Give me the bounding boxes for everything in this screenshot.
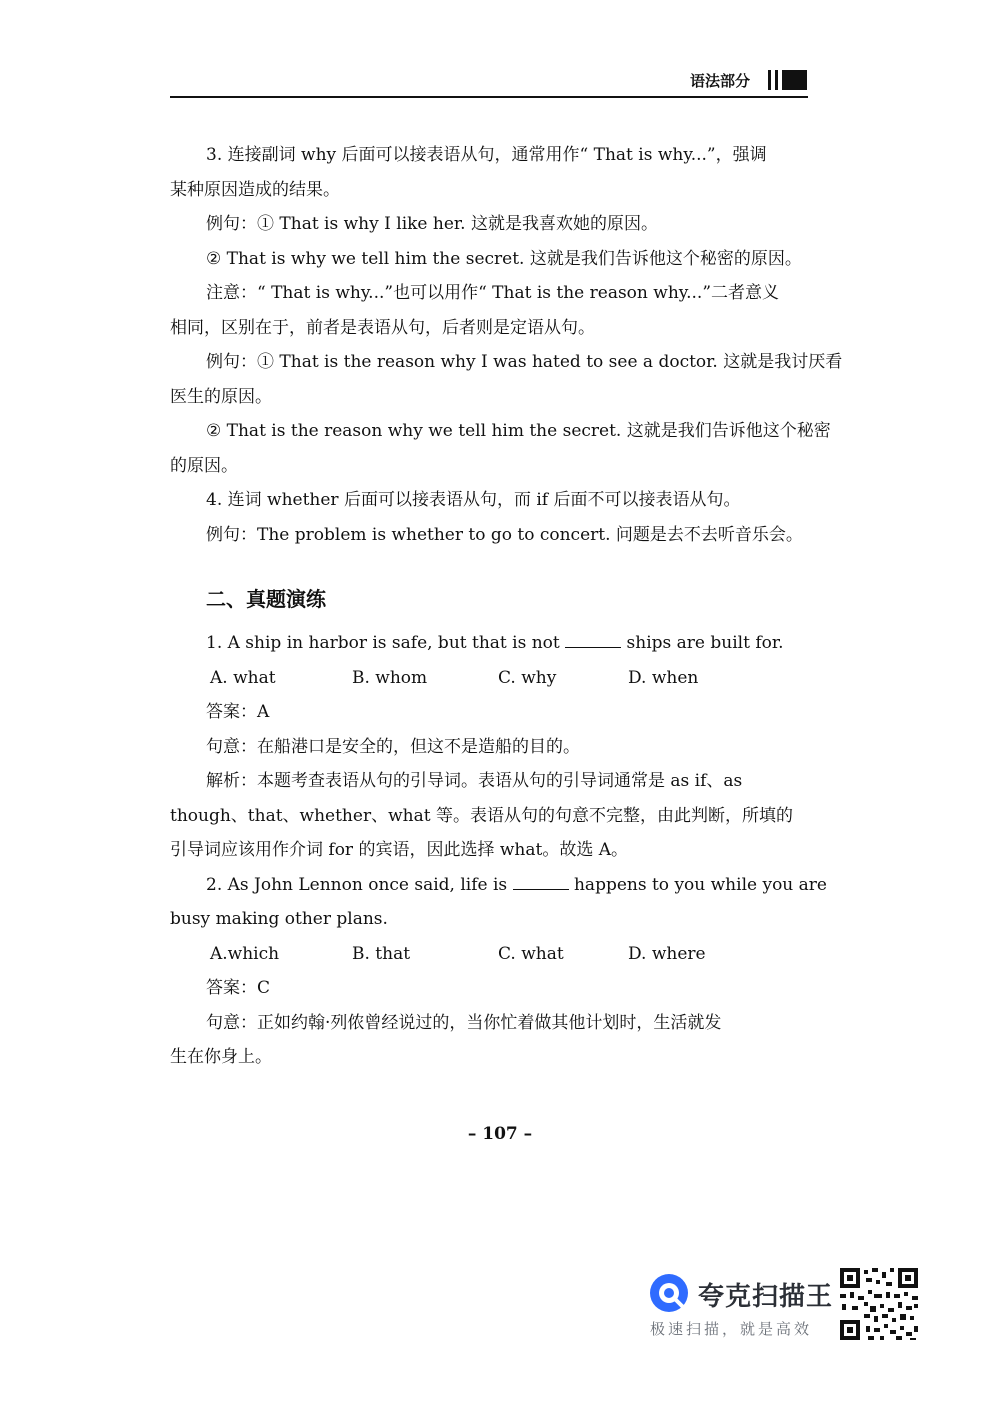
stem-text: ships are built for. [626,633,784,653]
stem-text: happens to you while you are [573,874,827,895]
header-bar-mark [768,70,808,90]
option-d: D. where [628,943,706,964]
option-a: A.which [210,943,280,964]
question-1-analysis: though、that、whether、what 等。表语从句的句意不完整，由此判断，所填的 [170,805,793,826]
page-body [170,138,843,1075]
text-line: 4. 连词 whether 后面可以接表语从句，而 if 后面不可以接表语从句。 [206,490,741,510]
stem-text: 1. A ship in harbor is safe, but that is not [206,633,560,653]
option-d: D. when [628,667,699,688]
stem-text: 2. As John Lennon once said, life is [206,874,508,895]
text-line: 例句：The problem is whether to go to concert. 问题是去不去听音乐会。 [206,524,803,545]
text-line: 3. 连接副词 why 后面可以接表语从句，通常用作“ That is why...”，强调 [206,145,767,165]
question-2-options [170,937,810,972]
quark-logo-icon [648,1272,690,1314]
question-1-meaning: 句意：在船港口是安全的，但这不是造船的目的。 [206,736,580,757]
running-header: 语法部分 [690,72,751,90]
text-line: ② That is why we tell him the secret. 这就是我们告诉他这个秘密的原因。 [206,248,802,269]
question-1-answer: 答案：A [206,702,270,722]
option-c: C. why [498,667,557,688]
text-line: ② That is the reason why we tell him the secret. 这就是我们告诉他这个秘密 [206,421,831,441]
text-line: 的原因。 [170,455,238,476]
option-c: C. what [498,943,564,964]
watermark-slogan: 极速扫描，就是高效 [650,1320,813,1338]
question-2-meaning: 句意：正如约翰·列侬曾经说过的，当你忙着做其他计划时，生活就发 [206,1012,722,1033]
text-line: 注意：“ That is why...”也可以用作“ That is the reason why...”二者意义 [206,283,780,303]
text-line: 某种原因造成的结果。 [170,179,340,200]
qr-code-icon [838,1266,920,1342]
answer-blank [513,888,569,890]
question-1-analysis: 引导词应该用作介词 for 的宾语，因此选择 what。故选 A。 [170,840,629,860]
section-heading: 二、真题演练 [206,587,326,611]
option-a: A. what [210,667,276,688]
text-line: 医生的原因。 [170,386,272,407]
question-1-options [170,661,810,696]
question-2-stem [170,868,827,903]
option-b: B. whom [352,667,428,688]
question-1-stem [170,626,810,661]
question-1-analysis: 解析：本题考查表语从句的引导词。表语从句的引导词通常是 as if、as [206,771,743,791]
option-b: B. that [352,943,411,964]
text-line: 例句：① That is the reason why I was hated to see a doctor. 这就是我讨厌看 [206,352,843,372]
question-2-stem-continued: busy making other plans. [170,909,388,929]
question-2-answer: 答案：C [206,978,271,998]
answer-blank [565,646,621,648]
watermark-brand: 夸克扫描王 [698,1282,834,1312]
text-line: 相同，区别在于，前者是表语从句，后者则是定语从句。 [170,317,595,338]
header-rule [170,96,808,98]
question-2-meaning: 生在你身上。 [170,1047,272,1067]
text-line: 例句：① That is why I like her. 这就是我喜欢她的原因。 [206,214,658,234]
page-number: – 107 – [467,1124,533,1144]
